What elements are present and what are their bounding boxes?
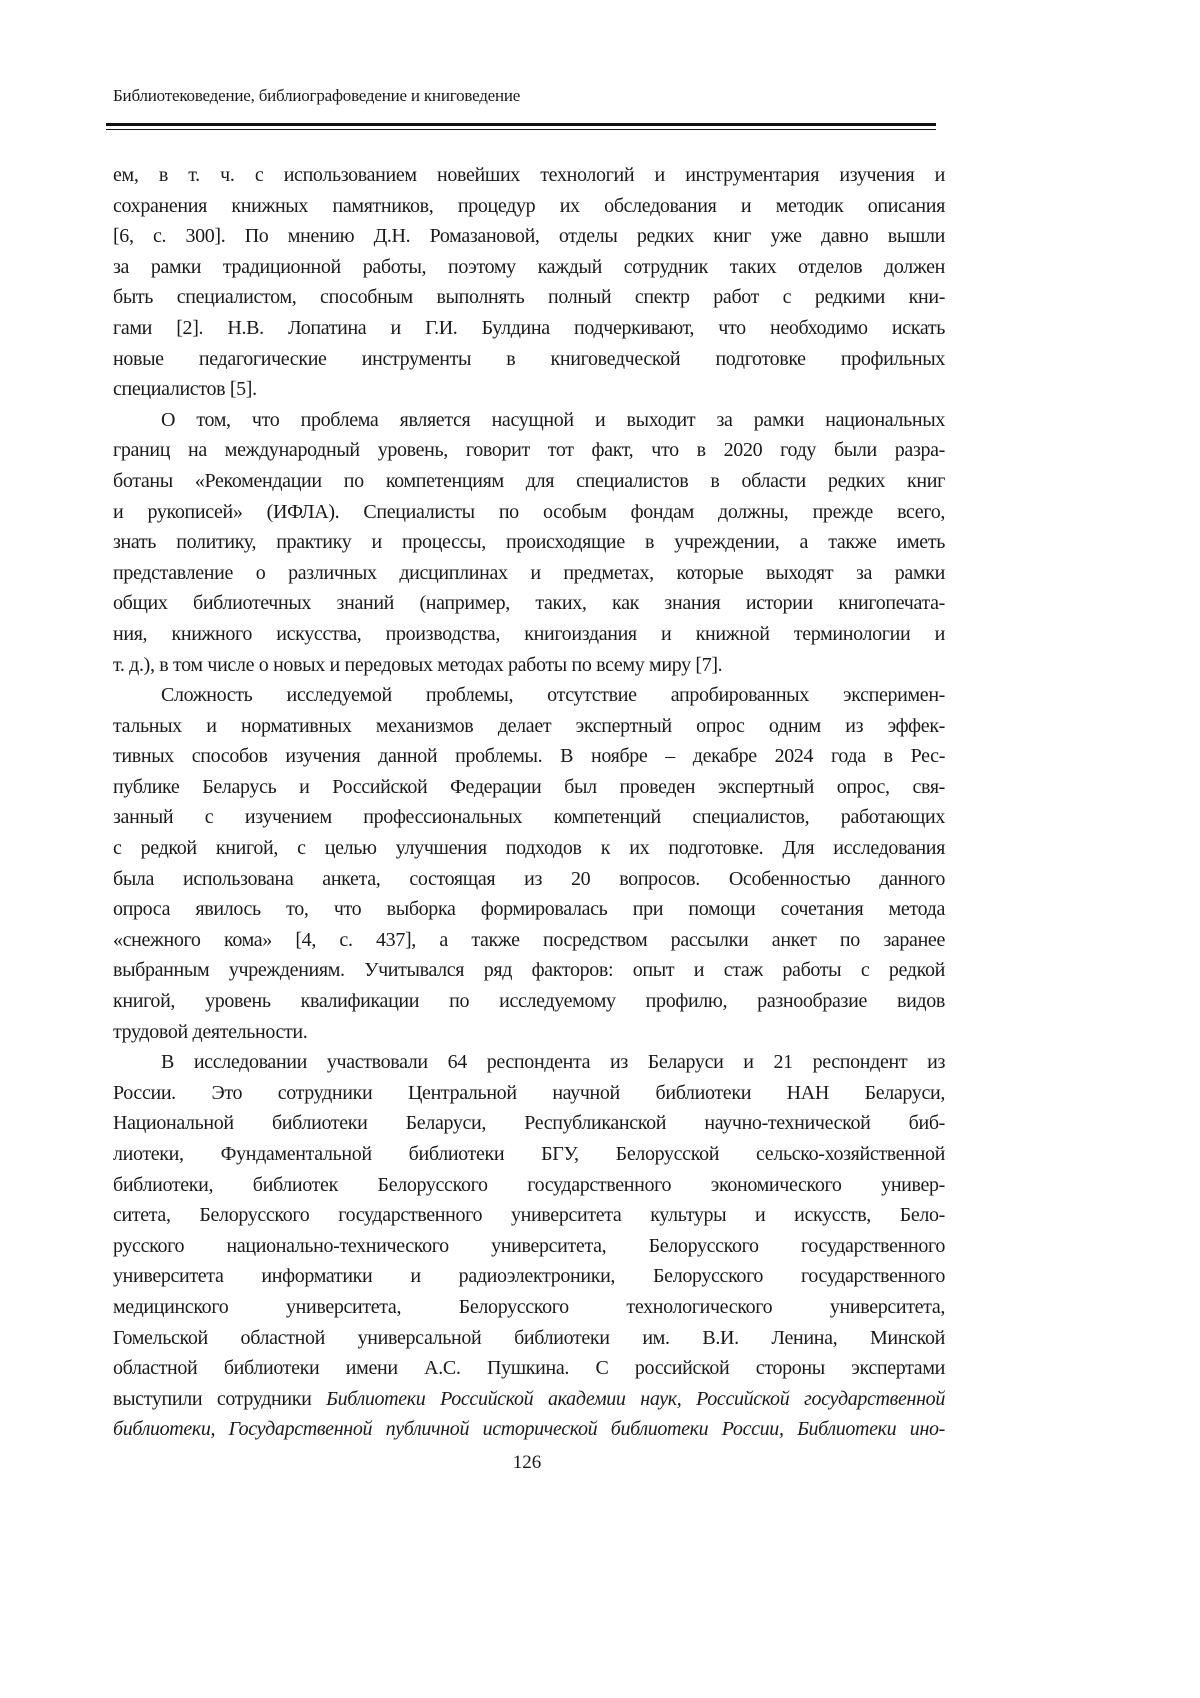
text-line: сохранения книжных памятников, процедур их обследования и методик описания [113,194,945,217]
page-number: 126 [512,1452,542,1473]
text-line: русского национально-технического университета, Белорусского государственного [113,1234,945,1257]
text-line: медицинского университета, Белорусского технологического университета, [113,1295,945,1318]
text-line: представление о различных дисциплинах и предметах, которые выходят за рамки [113,561,945,584]
text-line: ем, в т. ч. с использованием новейших технологий и инструментария изучения и [113,164,945,186]
text-segment: выступили сотрудники [113,1387,327,1410]
text-line: Сложность исследуемой проблемы, отсутствие апробированных эксперимен- [161,684,945,707]
paragraph [113,405,945,680]
text-line: Национальной библиотеки Беларуси, Республиканской научно-технической биб- [113,1112,945,1135]
paragraph [113,160,945,405]
text-line: новые педагогические инструменты в книговедческой подготовке профильных [113,347,945,370]
body-text [113,160,945,1445]
text-line: специалистов [5]. [113,378,257,401]
header-rule-thick [106,123,936,126]
text-line [113,1414,945,1445]
text-line: [6, с. 300]. По мнению Д.Н. Ромазановой, отделы редких книг уже давно вышли [113,225,945,248]
italic-text-segment: Библиотеки Российской академии наук, Российской государственной [326,1387,945,1410]
text-line: Гомельской областной универсальной библиотеки им. В.И. Ленина, Минской [113,1326,945,1349]
paragraph [113,680,945,1047]
italic-text-segment: библиотеки, Государственной публичной исторической библиотеки России, Библиотеки ино- [113,1418,945,1441]
text-line: ситета, Белорусского государственного университета культуры и искусств, Бело- [113,1204,945,1227]
text-line: за рамки традиционной работы, поэтому каждый сотрудник таких отделов должен [113,255,945,278]
text-line: границ на международный уровень, говорит тот факт, что в 2020 году были разра- [113,439,945,462]
text-line: выбранным учреждениям. Учитывался ряд факторов: опыт и стаж работы с редкой [113,959,945,982]
text-line: тивных способов изучения данной проблемы. В ноябре – декабре 2024 года в Рес- [113,745,945,768]
header-rule-thin [106,129,936,130]
text-line: университета информатики и радиоэлектроники, Белорусского государственного [113,1265,945,1288]
text-line: ботаны «Рекомендации по компетенциям для специалистов в области редких книг [113,469,945,492]
text-line: занный с изучением профессиональных компетенций специалистов, работающих [113,806,945,829]
text-line: публике Беларусь и Российской Федерации был проведен экспертный опрос, свя- [113,775,945,798]
paragraph [113,1047,945,1445]
text-line: трудовой деятельности. [113,1020,308,1043]
text-line: «снежного кома» [4, с. 437], а также посредством рассылки анкет по заранее [113,928,945,951]
text-line: с редкой книгой, с целью улучшения подходов к их подготовке. Для исследования [113,837,945,860]
text-line: была использована анкета, состоящая из 20 вопросов. Особенностью данного [113,867,945,890]
text-line: О том, что проблема является насущной и выходит за рамки национальных [161,408,945,431]
text-line: России. Это сотрудники Центральной научной библиотеки НАН Беларуси, [113,1081,945,1104]
text-line: ния, книжного искусства, производства, книгоиздания и книжной терминологии и [113,622,945,645]
text-line: знать политику, практику и процессы, происходящие в учреждении, а также иметь [113,531,945,554]
text-line: опроса явилось то, что выборка формировалась при помощи сочетания метода [113,898,945,921]
text-line [113,1384,945,1415]
text-line: областной библиотеки имени А.С. Пушкина. С российской стороны экспертами [113,1357,945,1380]
text-line: т. д.), в том числе о новых и передовых методах работы по всему миру [7]. [113,653,723,676]
text-line: общих библиотечных знаний (например, таких, как знания истории книгопечата- [113,592,945,615]
text-line: гами [2]. Н.В. Лопатина и Г.И. Булдина подчеркивают, что необходимо искать [113,316,945,339]
text-line: тальных и нормативных механизмов делает экспертный опрос одним из эффек- [113,714,945,737]
text-line: В исследовании участвовали 64 респондента из Беларуси и 21 респондент из [161,1051,945,1074]
text-line: быть специалистом, способным выполнять полный спектр работ с редкими кни- [113,286,945,309]
text-line: книгой, уровень квалификации по исследуемому профилю, разнообразие видов [113,990,945,1013]
running-head: Библиотековедение, библиографоведение и книговедение [113,86,521,105]
text-line: библиотеки, библиотек Белорусского государственного экономического универ- [113,1173,945,1196]
text-line: лиотеки, Фундаментальной библиотеки БГУ, Белорусской сельско-хозяйственной [113,1143,945,1165]
text-line: и рукописей» (ИФЛА). Специалисты по особым фондам должны, прежде всего, [113,500,945,523]
